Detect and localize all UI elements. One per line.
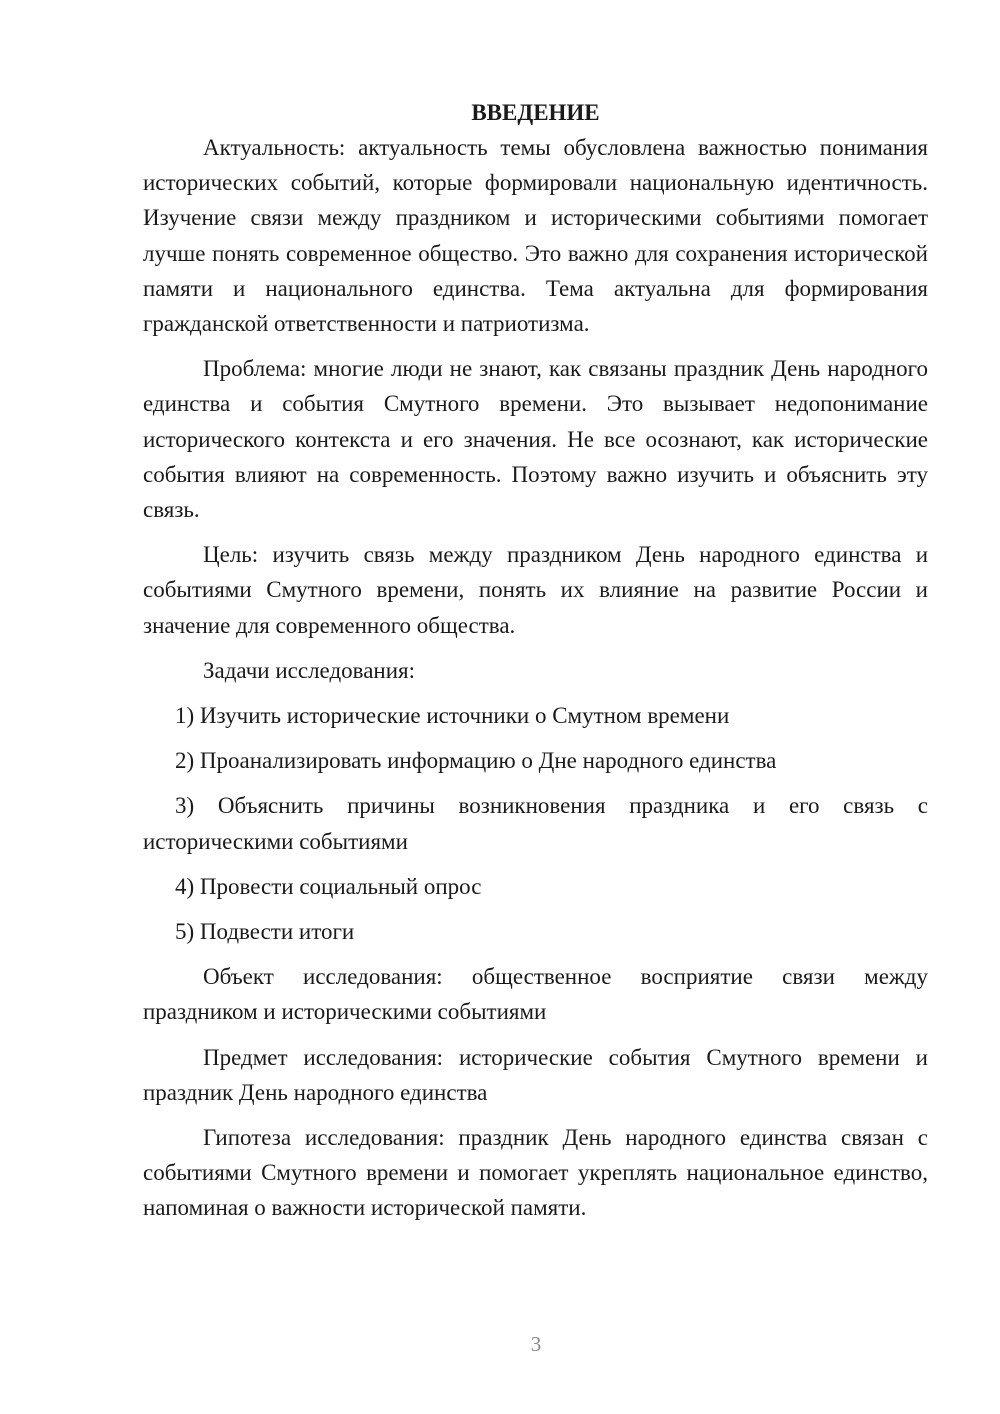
page-number: 3 [530,1332,542,1356]
task-item-1: 1) Изучить исторические источники о Смутном времени [175,703,730,729]
task-item-5: 5) Подвести итоги [175,919,355,945]
task-item-4: 4) Провести социальный опрос [175,873,482,899]
paragraph-object: Объект исследования: общественное восприятие связи между праздником и историческими событиями [143,964,928,1025]
task-item-3: 3) Объяснить причины возникновения праздника и его связь с историческими событиями [143,793,928,854]
paragraph-tasks-title: Задачи исследования: [203,657,416,683]
task-item-2: 2) Проанализировать информацию о Дне народного единства [175,748,777,774]
paragraph-hypothesis: Гипотеза исследования: праздник День народного единства связан с событиями Смутного времени и помогает укреплять национальное единство, напоминая о важности исторической памяти. [143,1125,928,1221]
paragraph-problem: Проблема: многие люди не знают, как связаны праздник День народного единства и события Смутного времени. Это вызывает недопонимание исторического контекста и его значения. Не все осознают, как исторические события влияют на современность. Поэтому важно изучить и объяснить эту связь. [143,356,928,523]
document-page [143,95,928,1226]
paragraph-relevance: Актуальность: актуальность темы обусловлена важностью понимания исторических событий, которые формировали национальную идентичность. Изучение связи между праздником и историческими событиями помогает лучше понять современное общество. Это важно для сохранения исторической памяти и национального единства. Тема актуальна для формирования гражданской ответственности и патриотизма. [143,135,928,337]
section-heading: ВВЕДЕНИЕ [471,100,600,125]
paragraph-goal: Цель: изучить связь между праздником День народного единства и событиями Смутного времени, понять их влияние на развитие России и значение для современного общества. [143,542,928,638]
paragraph-subject: Предмет исследования: исторические события Смутного времени и праздник День народного единства [143,1044,928,1105]
